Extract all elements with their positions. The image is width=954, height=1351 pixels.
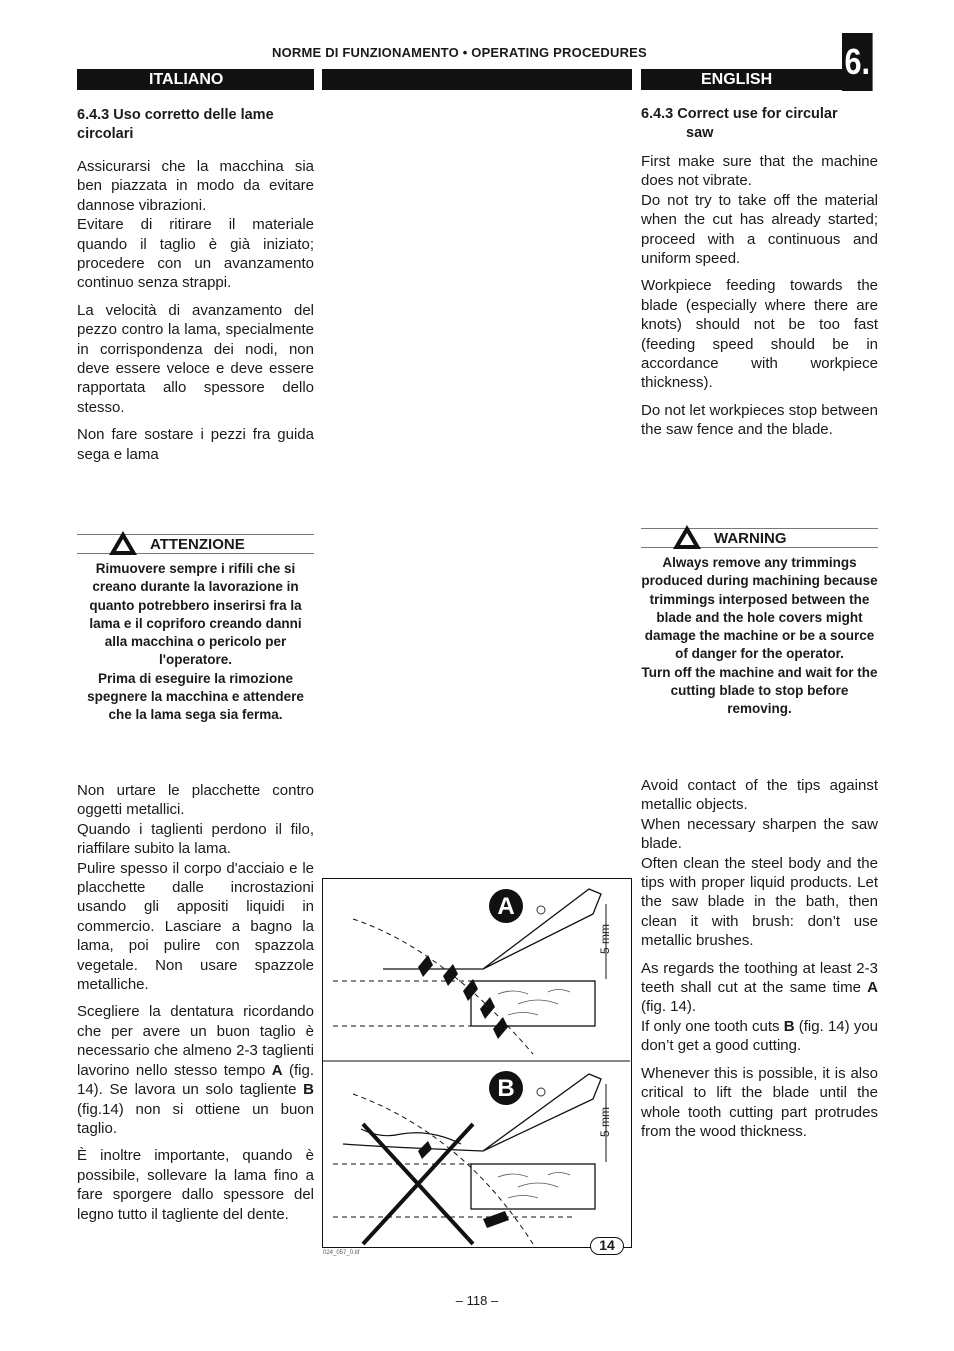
english-paragraph: When necessary sharpen the saw blade.	[641, 815, 878, 853]
warning-text: Always remove any trimmings produced during machining because trimmings interposed between the blade and the hole covers might damage the machine or be a source of danger for the operator.	[641, 555, 878, 662]
figure-file-code: 024_057_0.tif	[323, 1250, 360, 1256]
english-section-title: 6.4.3 Correct use for circular saw	[641, 106, 838, 141]
english-paragraph: Workpiece feeding towards the blade (especially where there are knots) should not be too fast (feeding speed should be in accordance with workpiece thickness).	[641, 277, 878, 392]
italian-paragraph: Quando i taglienti perdono il filo, riaffilare subito la lama.	[77, 820, 314, 858]
italian-intro-column	[77, 106, 314, 472]
english-intro-column	[641, 105, 878, 448]
italian-paragraph: Scegliere la dentatura ricordando che per avere un buon taglio è necessario che almeno 2-3 taglienti lavorino nello stesso tempo A (fig. 14). Se lavora un solo tagliente B (fig.14) non si ottiene un buon taglio.	[77, 1003, 314, 1137]
english-paragraph: Often clean the steel body and the tips with proper liquid products. Let the saw blade in the bath, then clean it with brush: don’t use metallic brushes.	[641, 854, 878, 950]
italian-paragraph: È inoltre importante, quando è possibile, sollevare la lama fino a fare sporgere dallo spessore del legno tutto il tagliente del dente.	[77, 1147, 314, 1223]
center-header-bar	[322, 69, 632, 90]
italian-warning-box	[77, 534, 314, 725]
chapter-tab: 6.	[842, 33, 873, 91]
warning-label: WARNING	[714, 530, 787, 547]
warning-triangle-icon	[107, 529, 139, 557]
italian-paragraph: Non urtare le placchette contro oggetti metallici.	[77, 782, 314, 819]
warning-text: Prima di eseguire la rimozione spegnere la macchina e attendere che la lama sega sia ferma.	[87, 670, 304, 723]
english-warning-box	[641, 528, 878, 719]
italian-paragraph: Evitare di ritirare il materiale quando il taglio è già iniziato; procedere con un avanzamento continuo senza strappi.	[77, 216, 314, 292]
english-paragraph: Do not let workpieces stop between the saw fence and the blade.	[641, 401, 878, 439]
figure-number-badge: 14	[590, 1237, 624, 1255]
warning-text: Rimuovere sempre i rifili che si creano durante la lavorazione in quanto potrebbero inserirsi fra la lama e il copriforo creando danni alla macchina o pericolo per l'operatore.	[89, 561, 302, 668]
italian-paragraph: Non fare sostare i pezzi fra guida sega e lama	[77, 426, 314, 463]
italian-language-bar: ITALIANO	[77, 69, 314, 90]
english-paragraph: If only one tooth cuts B (fig. 14) you don’t get a good cutting.	[641, 1017, 879, 1055]
hole-marker-icon	[537, 1088, 545, 1096]
page-header-title: NORME DI FUNZIONAMENTO • OPERATING PROCEDURES	[272, 45, 647, 60]
dimension-label-a: 5 mm	[598, 924, 612, 954]
italian-paragraph: Assicurarsi che la macchina sia ben piazzata in modo da evitare dannose vibrazioni.	[77, 158, 314, 214]
label-a: A	[497, 893, 515, 920]
english-paragraph: Whenever this is possible, it is also critical to lift the blade until the whole tooth cutting part protrudes from the wood thickness.	[641, 1064, 878, 1140]
italian-paragraph: La velocità di avanzamento del pezzo contro la lama, specialmente in corrispondenza dei nodi, non deve essere veloce e deve essere rapportata allo spessore dello stesso.	[77, 301, 314, 416]
english-language-bar: ENGLISH	[641, 69, 842, 90]
english-paragraph: Avoid contact of the tips against metallic objects.	[641, 777, 878, 814]
saw-blade-illustration	[323, 879, 630, 1246]
page-number: – 118 –	[455, 1293, 499, 1308]
english-paragraph: First make sure that the machine does not vibrate.	[641, 153, 878, 190]
wood-grain-a	[498, 990, 570, 1016]
figure-14-saw-tooth-diagram	[322, 878, 632, 1248]
italian-paragraph: Pulire spesso il corpo d'acciaio e le placchette dalle incrostazioni usando gli appositi liquidi in commercio. Lasciare a bagno la lama, poi pulire con spazzola vegetale. Non usare spazzole metalliche.	[77, 859, 314, 994]
english-maintenance-column	[641, 776, 878, 1149]
warning-label: ATTENZIONE	[150, 536, 245, 553]
blade-arc-a	[353, 919, 533, 1054]
warning-triangle-icon	[671, 523, 703, 551]
warning-text: Turn off the machine and wait for the cutting blade to stop before removing.	[641, 664, 878, 717]
english-paragraph: As regards the toothing at least 2-3 teeth shall cut at the same time A (fig. 14).	[641, 959, 878, 1016]
label-b: B	[497, 1075, 515, 1102]
italian-section-title: 6.4.3 Uso corretto delle lame circolari	[77, 107, 274, 142]
wood-grain-b	[498, 1173, 570, 1199]
italian-maintenance-column	[77, 781, 314, 1232]
english-paragraph: Do not try to take off the material when the cut has already started; proceed with a continuous and uniform speed.	[641, 191, 878, 268]
blade-plate-b	[343, 1074, 601, 1151]
saw-teeth-b	[418, 1141, 509, 1228]
hole-marker-icon	[537, 906, 545, 914]
dimension-label-b: 5 mm	[598, 1107, 612, 1137]
blade-arc-b	[353, 1094, 533, 1244]
